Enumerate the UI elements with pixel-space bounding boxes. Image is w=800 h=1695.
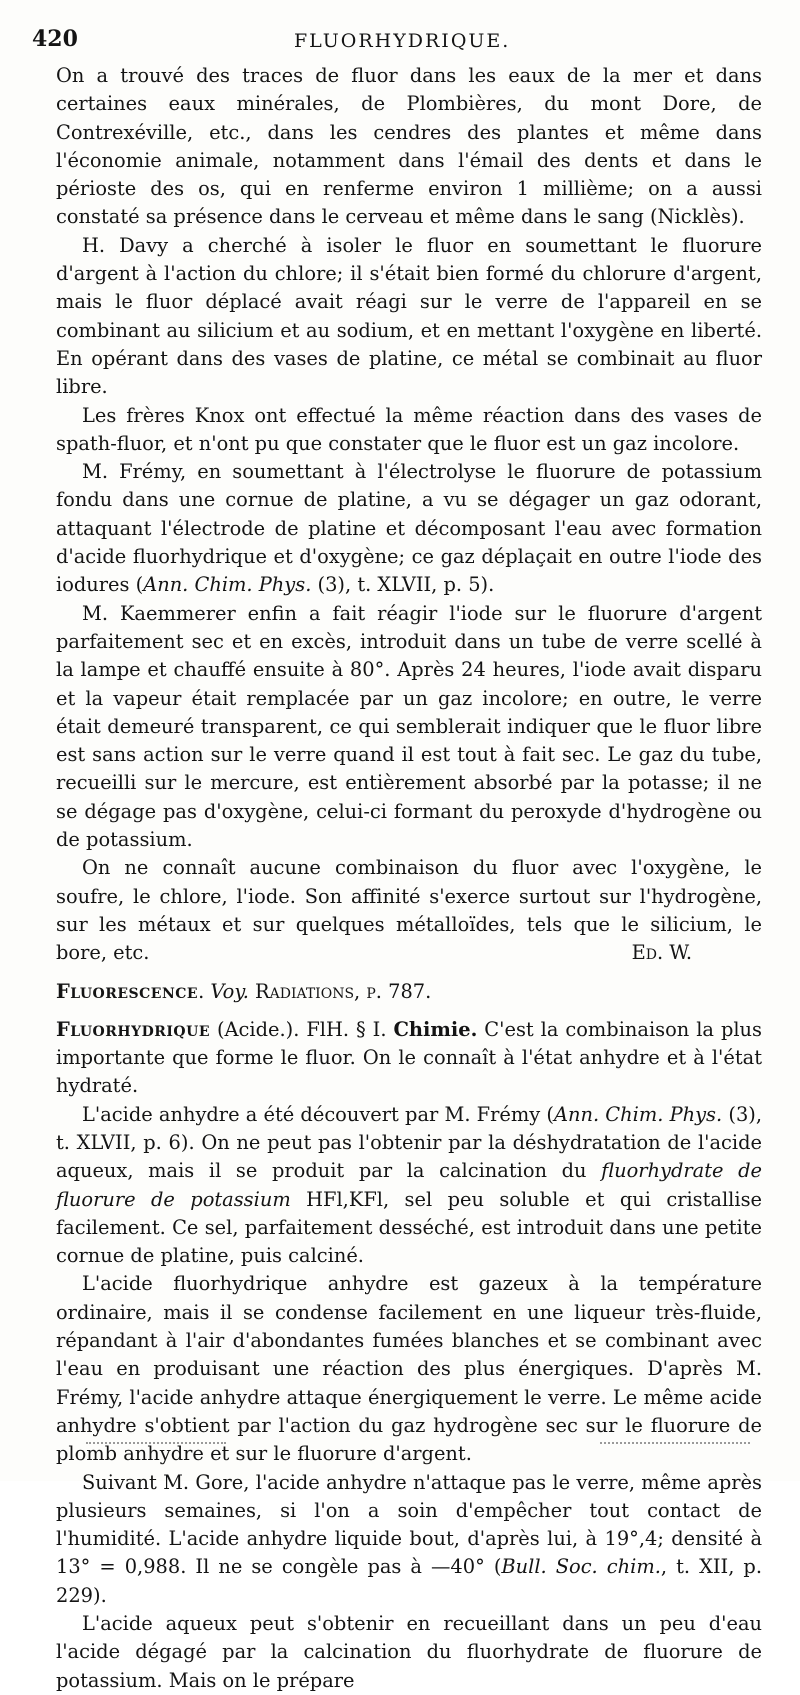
acid-paragraph-aqueous: L'acide aqueux peut s'obtenir en recueillant dans un peu d'eau l'acide dégagé par la calcination du fluorhydrate de fluorure de potassium. Mais on le prépare: [56, 1612, 762, 1692]
compound-name: fluorhydrate de fluorure de potassium: [56, 1159, 762, 1211]
entry-title-fluorhydrique: Fluorhydrique: [56, 1017, 211, 1041]
fluor-paragraph-occurrence: On a trouvé des traces de fluor dans les eaux de la mer et dans certaines eaux minérales, de Plombières, du mont Dore, de Contrexéville, etc., dans les cendres des plantes et même dans l'économie animale, notamment dans l'émail des dents et dans le périoste des os, qui en renferme environ 1 millième; on a aussi constaté sa présence dans le cerveau et même dans le sang (Nicklès).: [56, 64, 762, 229]
text-run: Suivant M. Gore, l'acide anhydre n'attaque pas le verre, même après plusieurs semaines, si l'on a soin d'empêcher tout contact de l'humidité. L'acide anhydre liquide bout, d'après lui, à 19°,4; densité à 13° = 0,988. Il ne se congèle pas à —40° (: [56, 1470, 762, 1579]
text-run: .: [198, 979, 211, 1003]
acid-paragraph-gore: [56, 1469, 762, 1610]
journal-reference: Ann. Chim. Phys.: [143, 573, 312, 597]
text-run: , t. XII, p. 229).: [56, 1555, 762, 1607]
text-run: M. Frémy, en soumettant à l'électrolyse le fluorure de potassium fondu dans une cornue de platine, a vu se dégager un gaz odorant, attaquant l'électrode de platine et décomposant l'eau avec formation d'acide fluorhydrique et d'oxygène; ce gaz déplaçait en outre l'iode des iodures (: [56, 460, 762, 597]
entry-qualifier: (Acide.). FlH. § I.: [210, 1017, 394, 1041]
page-number: 420: [32, 26, 78, 52]
cross-reference-voy: Voy.: [210, 979, 249, 1003]
fluor-paragraph-knox: Les frères Knox ont effectué la même réaction dans des vases de spath-fluor, et n'ont pu que constater que le fluor est un gaz incolore.: [56, 403, 762, 455]
spacer: [56, 968, 762, 978]
text-run: (3), t. XLVII, p. 6). On ne peut pas l'obtenir par la déshydratation de l'acide aqueux, mais il se produit par la calcination du: [56, 1102, 763, 1183]
text-run: C'est la combinaison la plus importante que forme le fluor. On le connaît à l'état anhydre et à l'état hydraté.: [56, 1017, 762, 1098]
fluor-paragraph-fremy: [56, 458, 762, 599]
section-heading-chimie: Chimie.: [393, 1017, 478, 1041]
fluorescence-entry: [56, 978, 762, 1006]
text-run: On ne connaît aucune combinaison du fluor avec l'oxygène, le soufre, le chlore, l'iode. Son affinité s'exerce surtout sur l'hydrogène, sur les métaux et sur quelques métalloïdes, tels que le silicium, le bore, etc.: [56, 856, 762, 965]
acid-paragraph-properties: L'acide fluorhydrique anhydre est gazeux à la température ordinaire, mais il se condense facilement en une liqueur très-fluide, répandant à l'air d'abondantes fumées blanches et se combinant avec l'eau en produisant une réaction des plus énergiques. D'après M. Frémy, l'acide anhydre attaque énergiquement le verre. Le même acide anhydre s'obtient par l'action du gaz hydrogène sec sur le fluorure de plomb anhydre et sur le fluorure d'argent.: [56, 1272, 762, 1466]
author-signature: Ed. W.: [631, 941, 692, 965]
entry-title-fluorescence: Fluorescence: [56, 979, 199, 1003]
journal-reference: Ann. Chim. Phys.: [553, 1102, 723, 1126]
acid-paragraph-discovery: [56, 1101, 762, 1271]
fluor-paragraph-affinity: [56, 854, 762, 967]
fluor-paragraph-kaemmerer: M. Kaemmerer enfin a fait réagir l'iode sur le fluorure d'argent parfaitement sec et en excès, introduit dans un tube de verre scellé à la lampe et chauffé ensuite à 80°. Après 24 heures, l'iode avait disparu et la vapeur était remplacée par un gaz incolore; en outre, le verre était demeuré transparent, ce qui semblerait indiquer que le fluor libre est sans action sur le verre quand il est tout à fait sec. Le gaz du tube, recueilli sur le mercure, est entièrement absorbé par la potasse; il ne se dégage pas d'oxygène, celui-ci formant du peroxyde d'hydrogène ou de potassium.: [56, 601, 762, 852]
page-header: [32, 26, 772, 56]
journal-reference: Bull. Soc. chim.: [501, 1555, 661, 1579]
text-run: (3), t. XLVII, p. 5).: [311, 573, 495, 597]
running-head: FLUORHYDRIQUE.: [294, 30, 511, 52]
fluorhydrique-entry-intro: [56, 1016, 762, 1101]
print-smudge-right: [600, 1442, 750, 1450]
text-run: HFl,KFl, sel peu soluble et qui cristallise facilement. Ce sel, parfaitement desséché, est introduit dans une petite cornue de platine, puis calciné.: [56, 1187, 762, 1268]
cross-reference-target: Radiations, p. 787.: [248, 979, 432, 1003]
text-run: L'acide anhydre a été découvert par M. Frémy (: [82, 1102, 554, 1126]
spacer: [56, 1006, 762, 1016]
fluor-paragraph-davy: H. Davy a cherché à isoler le fluor en soumettant le fluorure d'argent à l'action du chlore; il s'était bien formé du chlorure d'argent, mais le fluor déplacé avait réagi sur le verre de l'appareil en se combinant au silicium et au sodium, et en mettant l'oxygène en liberté. En opérant dans des vases de platine, ce métal se combinait au fluor libre.: [56, 233, 762, 399]
print-smudge-left: [86, 1442, 226, 1450]
